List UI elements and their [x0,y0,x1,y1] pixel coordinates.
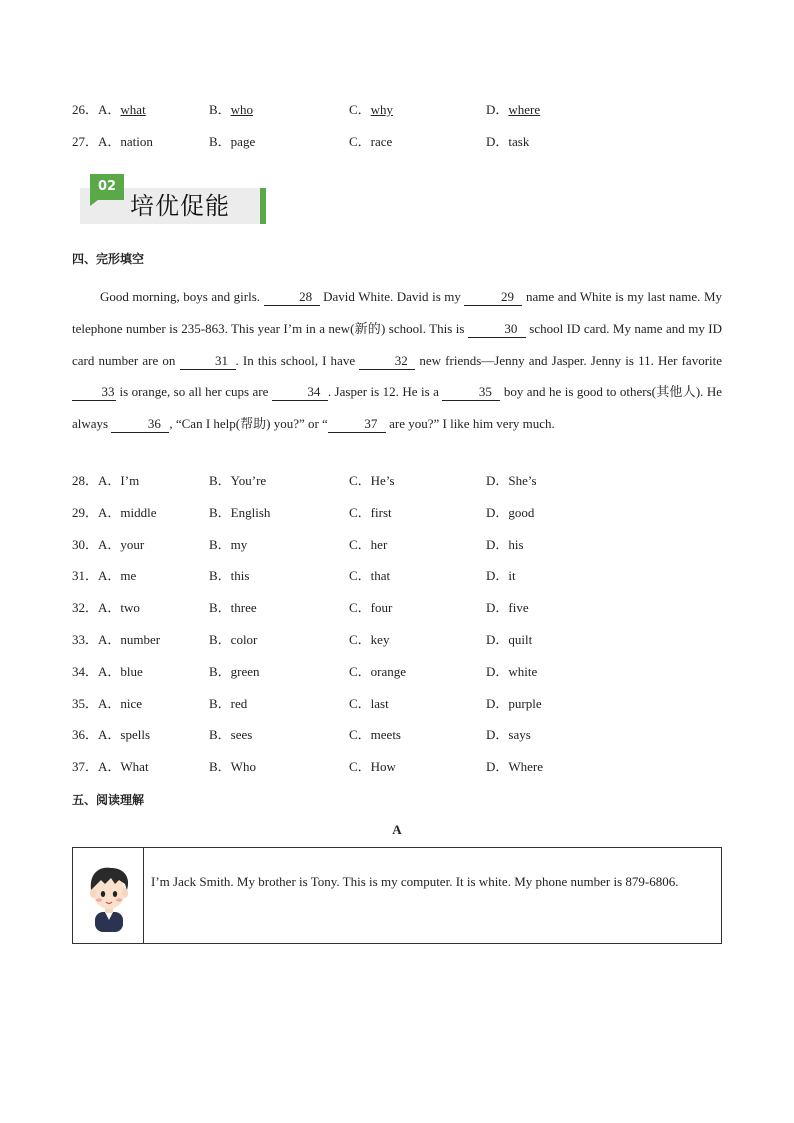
blank-32: 32 [359,353,415,370]
q27-option-c: C．race [349,134,393,149]
option-a: 37．A．What [72,759,149,775]
option-c: C．meets [349,727,401,743]
option-c: C．He’s [349,473,395,488]
option-c: C．How [349,759,396,775]
section-badge [80,172,270,226]
option-d: D．She’s [486,473,537,488]
option-a: 33．A．number [72,632,161,647]
option-d: D．good [486,504,535,520]
section-5-heading: 五、阅读理解 [72,793,145,807]
reading-part-label: A [392,822,402,837]
option-b: B．my [209,536,248,552]
question-row [72,630,732,650]
option-b: B．three [209,600,257,616]
question-row [72,598,732,618]
option-a: 31．A．me [72,568,137,584]
option-b: B．color [209,632,258,647]
option-a: 29．A．middle [72,504,157,520]
blank-34: 34 [272,384,328,401]
option-b: B．green [209,663,260,679]
question-row [72,694,732,714]
option-d: D．purple [486,695,542,711]
q27-option-a: 27．A．nation [72,134,153,149]
option-b: B．sees [209,727,253,743]
q26-option-c: C．why [349,102,394,117]
question-row [72,471,732,491]
section-4-heading: 四、完形填空 [72,252,145,266]
option-c: C．last [349,695,389,711]
badge-accent-bar [260,188,266,224]
option-b: B．Who [209,759,256,775]
blank-35: 35 [442,384,500,401]
option-d: D．it [486,568,516,584]
blank-33: 33 [72,384,116,401]
blank-36: 36 [111,416,169,433]
question-row [72,566,732,586]
q27-option-d: D．task [486,134,530,149]
option-d: D．five [486,600,529,616]
option-d: D．white [486,663,538,679]
option-b: B．red [209,695,248,711]
option-a: 32．A．two [72,600,140,616]
option-c: C．that [349,568,391,584]
blank-30: 30 [468,321,526,338]
question-row [72,662,732,682]
badge-number: 02 [90,174,124,200]
blank-29: 29 [464,289,522,306]
question-26 [72,100,732,120]
badge-title: 培优促能 [130,192,230,220]
question-row [72,757,732,777]
option-d: D．his [486,536,524,552]
option-d: D．quilt [486,632,533,647]
reading-a-box [72,847,722,944]
cloze-passage: Good morning, boys and girls. 28 David White. David is my 29 name and White is my last name. My telephone number is 235-863. This year I’m in a new(新的) school. This is 30 school ID card. My name and my ID card number are on 31 . In this school, I have 32 new friends—Jenny and Jasper. Jenny is 11. Her favorite 33 is orange, so all her cups are 34 . Jasper is 12. He is a 35 boy and he is good to others(其他人). He always 36 , “Can I help(帮助) you?” or “ 37 are you?” I like him very much. [72,289,723,432]
reading-a-text: I’m Jack Smith. My brother is Tony. This is my computer. It is white. My phone number is 879-6806. [151,874,679,889]
option-c: C．four [349,600,393,616]
option-a: 28．A．I’m [72,473,140,488]
badge-tail [90,200,98,206]
question-row [72,503,732,523]
q26-option-d: D．where [486,102,541,117]
option-a: 30．A．your [72,536,145,552]
option-a: 35．A．nice [72,695,143,711]
option-c: C．key [349,632,390,647]
option-b: B．English [209,504,271,520]
blank-28: 28 [264,289,320,306]
option-d: D．Where [486,759,544,775]
option-c: C．first [349,504,392,520]
question-row [72,725,732,745]
q26-option-a: 26．A．what [72,102,146,117]
option-b: B．this [209,568,250,584]
question-27 [72,132,732,152]
option-d: D．says [486,727,531,743]
question-row [72,535,732,555]
box-divider [143,848,144,943]
option-b: B．You’re [209,473,267,488]
option-a: 34．A．blue [72,663,143,679]
blank-31: 31 [180,353,236,370]
option-c: C．her [349,536,388,552]
boy-avatar-icon [81,860,137,932]
q26-option-b: B．who [209,102,254,117]
option-c: C．orange [349,663,407,679]
blank-37: 37 [328,416,386,433]
option-a: 36．A．spells [72,727,151,743]
q27-option-b: B．page [209,134,256,149]
